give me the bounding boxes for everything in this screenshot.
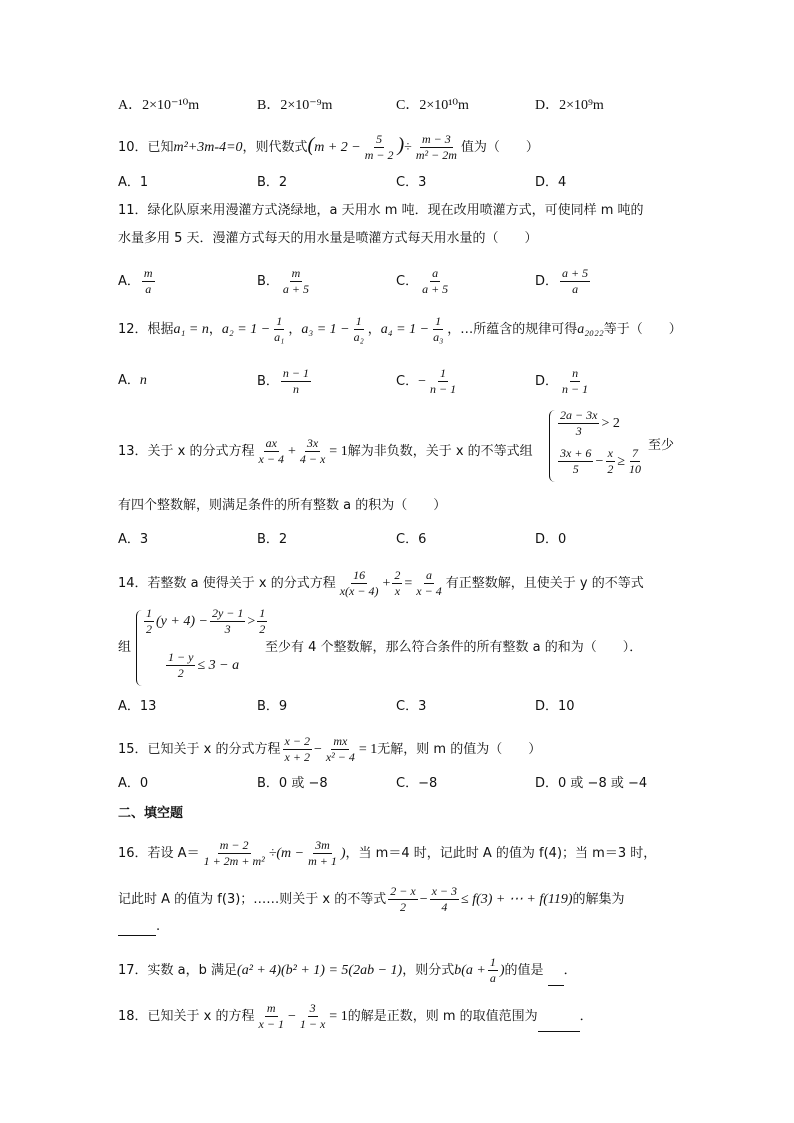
- q11-stem-line2: 水量多用 5 天．漫灌方式每天的用水量是喷灌方式每天用水量的（ ）: [118, 231, 538, 246]
- q15-option-c: C．−8: [396, 776, 438, 791]
- q12-option-c: C．− $\frac{1}{n - 1}$: [396, 366, 457, 396]
- section-heading-fill-in: 二、填空题: [118, 806, 184, 821]
- q10-option-b: B．2: [257, 175, 288, 190]
- q16-answer-line: .: [118, 918, 160, 936]
- q13-system-line1: $\frac{2a - 3x}{3}$ > 2: [560, 408, 620, 438]
- q9-option-b: B．2×10⁻⁹m: [257, 98, 333, 113]
- q13-stem-line2: 有四个整数解，则满足条件的所有整数 a 的积为（ ）: [118, 498, 447, 513]
- q10-option-a: A．1: [118, 175, 149, 190]
- q10-condition: m²+3m-4=0: [173, 140, 243, 155]
- q13-system-brace: [549, 410, 556, 482]
- q11-option-b: B． $\frac{m}{a + 5}$: [257, 266, 310, 296]
- q10-fraction-2: $\frac{m - 3}{\text{m² − 2m}}$: [415, 132, 457, 162]
- q12-option-b: B． $\frac{n - 1}{n}$: [257, 366, 310, 396]
- q17-answer-blank[interactable]: [548, 971, 564, 986]
- q11-option-d: D． $\frac{a + 5}{a}$: [535, 266, 589, 296]
- q14-system-line1: $\frac{1}{2}$ (y + 4) − $\frac{2y - 1}{3}$ > $\frac{1}{2}$: [146, 606, 266, 636]
- q14-stem-tail: 至少有 4 个整数解，那么符合条件的所有整数 a 的和为（ ）．: [265, 640, 643, 655]
- q11-stem-line1: 11．绿化队原来用漫灌方式浇绿地，a 天用水 m 吨．现在改用喷灌方式，可使同样 m 吨的: [118, 203, 644, 218]
- q9-option-c: C．2×10¹⁰m: [396, 98, 469, 113]
- q10-stem: 10．已知m²+3m-4=0，则代数式(m + 2 − $\frac{5}{m - 2}$ )÷ $\frac{m - 3}{\text{m² − 2m}}$ 值为（ ）: [118, 132, 539, 162]
- q10-option-d: D．4: [535, 175, 567, 190]
- q14-stem: 14．若整数 a 使得关于 x 的分式方程 $\frac{16}{x(x - 4)}$ + $\frac{2}{x}$ = $\frac{a}{x - 4}$ 有正整数解，且使关于 y 的不等式: [118, 568, 644, 598]
- q13-stem-tail: 至少: [648, 438, 675, 453]
- q14-option-b: B．9: [257, 699, 288, 714]
- q10-option-c: C．3: [396, 175, 427, 190]
- q12-option-a: A．n: [118, 373, 147, 388]
- q16-stem: 16．若设 A＝ $\frac{m - 2}{\text{1 + 2m + m²}}$ ÷(m − $\frac{3m}{m + 1}$ )，当 m＝4 时，记此时 A 的值为 f(4)；当 m＝3 时，: [118, 838, 657, 868]
- q18-answer-blank[interactable]: [538, 1017, 580, 1032]
- q13-system-line2: $\frac{3x + 6}{5}$ − $\frac{x}{2}$ ≥ $\frac{7}{10}$: [560, 446, 642, 476]
- q11-option-a: A． $\frac{m}{a}$: [118, 266, 153, 296]
- q17-stem: 17．实数 a，b 满足(a² + 4)(b² + 1) = 5(2ab − 1)，则分式b(a + $\frac{1}{a}$ )的值是 ．: [118, 955, 577, 985]
- q14-option-c: C．3: [396, 699, 427, 714]
- q10-fraction-1: $\frac{5}{m - 2}$: [364, 132, 394, 162]
- q14-zu: 组: [118, 640, 132, 655]
- q9-option-a: A．2×10⁻¹⁰m: [118, 98, 200, 113]
- q12-option-d: D． $\frac{n}{n - 1}$: [535, 366, 589, 396]
- q14-system-line2: $\frac{1 - y}{2}$ ≤ 3 − a: [168, 650, 240, 680]
- q14-option-a: A．13: [118, 699, 157, 714]
- q12-stem: 12．根据a₁ = n，a₂ = 1 − $\frac{1}{\text{a₁}}$ ，a₃ = 1 − $\frac{1}{\text{a₂}}$ ，a₄ = 1 − $\frac{1}{\text{a₃}}$ ，…所蕴含的规律可得a₂₀₂₂等于（ ）: [118, 314, 682, 344]
- q9-option-d: D．2×10⁹m: [535, 98, 604, 113]
- q15-option-b: B．0 或 −8: [257, 776, 328, 791]
- q15-option-a: A．0: [118, 776, 149, 791]
- q14-option-d: D．10: [535, 699, 575, 714]
- q13-option-a: A．3: [118, 532, 149, 547]
- q16-stem-line2: 记此时 A 的值为 f(3)；……则关于 x 的不等式 $\frac{2 - x}{2}$ − $\frac{x - 3}{4}$ ≤ f(3) + ⋯ + f(119)的解集为: [118, 884, 625, 914]
- q13-option-d: D．0: [535, 532, 567, 547]
- q18-stem: 18．已知关于 x 的方程 $\frac{m}{x - 1}$ − $\frac{3}{1 - x}$ = 1的解是正数，则 m 的取值范围为 ．: [118, 1001, 593, 1031]
- q13-option-c: C．6: [396, 532, 427, 547]
- q15-option-d: D．0 或 −8 或 −4: [535, 776, 648, 791]
- q11-option-c: C． $\frac{a}{a + 5}$: [396, 266, 449, 296]
- q16-answer-blank[interactable]: [118, 921, 156, 936]
- q13-option-b: B．2: [257, 532, 288, 547]
- q13-stem: 13．关于 x 的分式方程 $\frac{ax}{x - 4}$ + $\frac{3x}{4 - x}$ = 1解为非负数，关于 x 的不等式组: [118, 436, 533, 466]
- q15-stem: 15．已知关于 x 的分式方程 $\frac{x - 2}{x + 2}$ − $\frac{mx}{\text{x² − 4}}$ = 1无解，则 m 的值为（ ）: [118, 734, 542, 764]
